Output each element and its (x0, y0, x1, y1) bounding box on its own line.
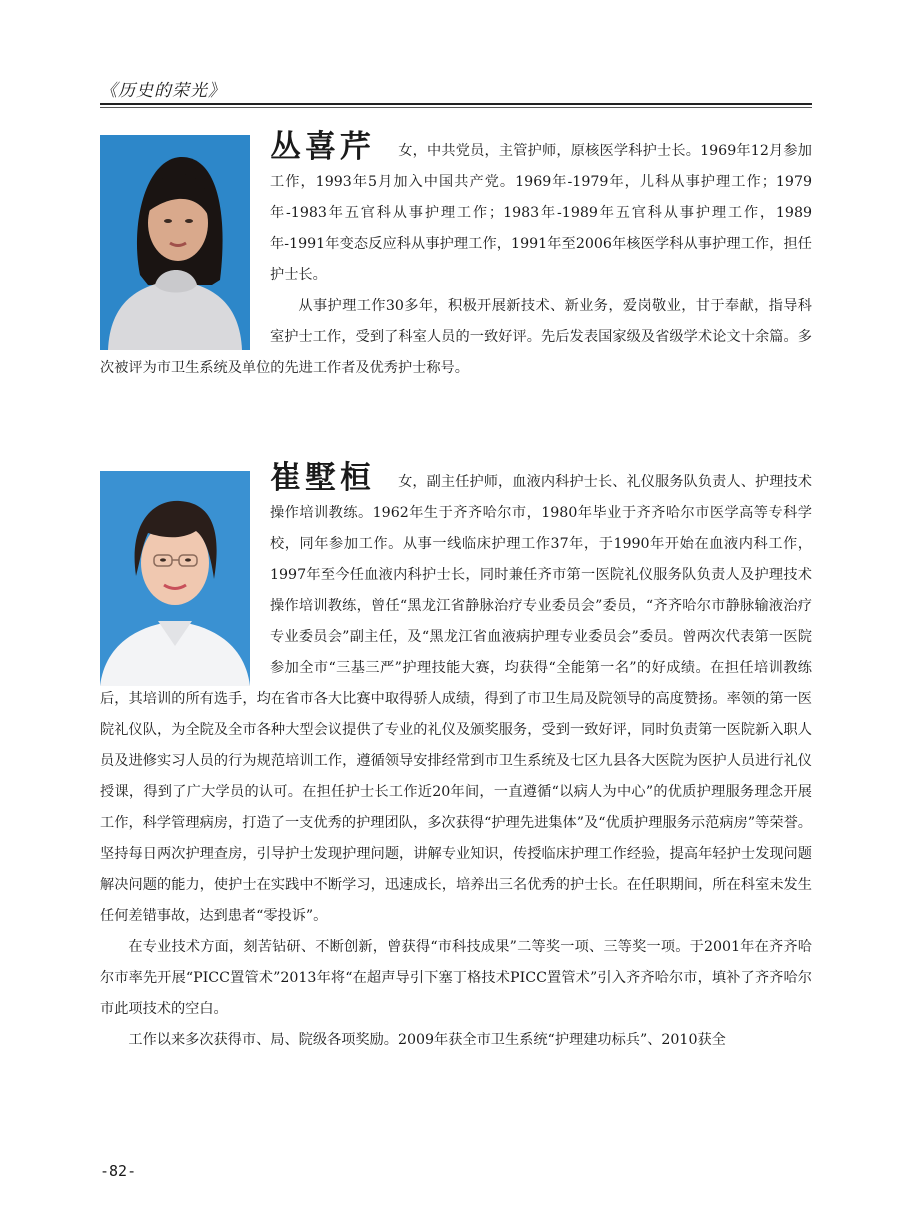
bio-cong-xiqin (100, 129, 812, 384)
bio-paragraph: 工作以来多次获得市、局、院级各项奖励。2009年获全市卫生系统“护理建功标兵”、2010获全 (128, 1032, 726, 1048)
page-number: -82- (100, 1162, 137, 1180)
running-header: 《历史的荣光》 (100, 81, 226, 101)
bio-paragraph: 在专业技术方面，刻苦钻研、不断创新，曾获得“市科技成果”二等奖一项、三等奖一项。于2001年在齐齐哈尔市率先开展“PICC置管术”2013年将“在超声导引下塞丁格技术PICC置管术”引入齐齐哈尔市，填补了齐齐哈尔市此项技术的空白。 (100, 939, 812, 1017)
bio-cui-shuhuan (100, 460, 812, 1056)
bio-intro: 女，副主任护师，血液内科护士长、礼仪服务队负责人、护理技术操作培训教练。1962年生于齐齐哈尔市，1980年毕业于齐齐哈尔市医学高等专科学校，同年参加工作。从事一线临床护理工作37年，于1990年开始在血液内科工作，1997年至今任血液内科护士长，同时兼任齐市第一医院礼仪服务队负责人及护理技术操作培训教练，曾任“黑龙江省静脉治疗专业委员会”委员，“齐齐哈尔市静脉输液治疗专业委员会”副主任，及“黑龙江省血液病护理专业委员会”委员。曾两次代表第一医院参加全市“三基三严”护理技能大赛，均获得“全能第一名”的好成绩。在担任培训教练后，其培训的所有选手，均在省市各大比赛中取得骄人成绩，得到了市卫生局及院领导的高度赞扬。率领的第一医院礼仪队，为全院及全市各种大型会议提供了专业的礼仪及颁奖服务，受到一致好评，同时负责第一医院新入职人员及进修实习人员的行为规范培训工作，遵循领导安排经常到市卫生系统及七区九县各大医院为医护人员进行礼仪授课，得到了广大学员的认可。在担任护士长工作近20年间，一直遵循“以病人为中心”的优质护理服务理念开展工作，科学管理病房，打造了一支优秀的护理团队，多次获得“护理先进集体”及“优质护理服务示范病房”等荣誉。坚持每日两次护理查房，引导护士发现护理问题，讲解专业知识，传授临床护理工作经验，提高年轻护士发现问题解决问题的能力，使护士在实践中不断学习，迅速成长，培养出三名优秀的护士长。在任职期间，所在科室未发生任何差错事故，达到患者“零投诉”。 (100, 474, 812, 924)
person-name: 崔墅桓 (270, 460, 375, 496)
photo-spacer (100, 463, 270, 681)
person-name: 丛喜芹 (270, 129, 375, 165)
header-rule-thin (100, 107, 812, 108)
bio-intro: 女，中共党员，主管护师，原核医学科护士长。1969年12月参加工作，1993年5月加入中国共产党。1969年-1979年，儿科从事护理工作；1979年-1983年五官科从事护理工作；1983年-1989年五官科从事护理工作，1989年-1991年变态反应科从事护理工作，1991年至2006年核医学科从事护理工作，担任护士长。 (270, 143, 812, 283)
header-rule-thick (100, 103, 812, 105)
photo-spacer (100, 132, 270, 344)
bio-paragraph: 从事护理工作30多年，积极开展新技术、新业务，爱岗敬业，甘于奉献，指导科室护士工作，受到了科室人员的一致好评。先后发表国家级及省级学术论文十余篇。多次被评为市卫生系统及单位的先进工作者及优秀护士称号。 (100, 298, 812, 376)
